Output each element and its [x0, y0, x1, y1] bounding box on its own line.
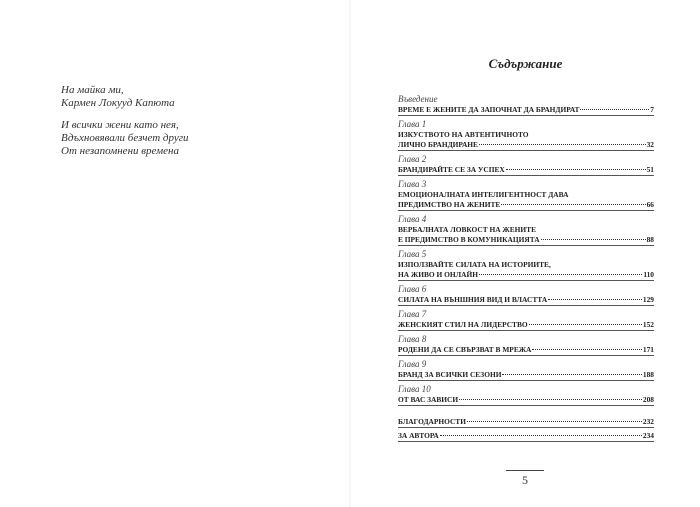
dedication-line: И всички жени като нея, [61, 119, 179, 131]
toc-entry[interactable] [398, 190, 654, 211]
page-gutter [349, 0, 351, 507]
toc-entry-title: ЛИЧНО БРАНДИРАНЕ [398, 140, 478, 149]
toc-entry-title: ЕМОЦИОНАЛНАТА ИНТЕЛИГЕНТНОСТ ДАВА [398, 190, 569, 199]
toc-chapter-label: Глава 6 [398, 284, 427, 294]
toc-entry[interactable] [398, 345, 654, 356]
toc-chapter-label: Глава 8 [398, 334, 427, 344]
dot-leader [501, 204, 645, 205]
toc-entry[interactable] [398, 370, 654, 381]
toc-entry-title: ПРЕДИМСТВО НА ЖЕНИТЕ [398, 200, 501, 209]
page-number-rule [506, 470, 544, 471]
toc-title: Съдържание [488, 56, 563, 71]
toc-chapter-label: Глава 3 [398, 179, 427, 189]
toc-entry-title: ЗА АВТОРА [398, 431, 439, 440]
toc-entry[interactable] [398, 431, 654, 442]
toc-entry[interactable] [398, 165, 654, 176]
dedication-stanza [61, 84, 291, 110]
toc-entry[interactable] [398, 225, 654, 246]
toc-chapter-label: Глава 7 [398, 309, 427, 319]
toc-page-number: 234 [642, 431, 654, 440]
dot-leader [580, 109, 649, 110]
toc-entry[interactable] [398, 320, 654, 331]
toc-page-number: 129 [642, 295, 654, 304]
dot-leader [459, 399, 642, 400]
toc-entry-title: РОДЕНИ ДА СЕ СВЪРЗВАТ В МРЕЖА [398, 345, 532, 354]
dot-leader [467, 421, 642, 422]
toc-page-number: 188 [642, 370, 654, 379]
toc-entry[interactable] [398, 417, 654, 428]
toc-page-number: 51 [646, 165, 654, 174]
toc-page-number: 110 [643, 270, 654, 279]
toc-chapter-label: Глава 1 [398, 119, 427, 129]
toc-entry-title: ИЗПОЛЗВАЙТЕ СИЛАТА НА ИСТОРИИТЕ, [398, 260, 551, 269]
dedication [61, 84, 291, 167]
toc-entry-title: БРАНДИРАЙТЕ СЕ ЗА УСПЕХ [398, 165, 505, 174]
toc-chapter-label: Глава 5 [398, 249, 427, 259]
dot-leader [532, 349, 642, 350]
toc-page-number: 152 [642, 320, 654, 329]
toc-entry[interactable] [398, 130, 654, 151]
toc-entry[interactable] [398, 260, 654, 281]
toc-entry-title: Е ПРЕДИМСТВО В КОМУНИКАЦИЯТА [398, 235, 540, 244]
dot-leader [502, 374, 641, 375]
toc-chapter-label: Глава 2 [398, 154, 427, 164]
dot-leader [479, 144, 646, 145]
toc-page-number: 88 [646, 235, 654, 244]
toc-entry-title: БРАНД ЗА ВСИЧКИ СЕЗОНИ [398, 370, 502, 379]
toc-page-number: 7 [650, 105, 654, 114]
toc-page-number: 32 [646, 140, 654, 149]
dedication-line: От незапомнени времена [61, 145, 180, 157]
dot-leader [548, 299, 642, 300]
toc-entry-title: НА ЖИВО И ОНЛАЙН [398, 270, 478, 279]
toc-chapter-label: Глава 9 [398, 359, 427, 369]
toc-entry[interactable] [398, 105, 654, 116]
dot-leader [529, 324, 642, 325]
dedication-line: Вдъхновявали безчет други [61, 132, 189, 144]
dot-leader [440, 435, 642, 436]
toc-page-number: 232 [642, 417, 654, 426]
dedication-line: На майка ми, [61, 84, 124, 96]
dedication-stanza [61, 119, 291, 158]
toc-page-number: 171 [642, 345, 654, 354]
toc-entry-title: СИЛАТА НА ВЪНШНИЯ ВИД И ВЛАСТТА [398, 295, 548, 304]
toc-entry-title: ОТ ВАС ЗАВИСИ [398, 395, 459, 404]
table-of-contents [398, 94, 654, 445]
toc-entry-title: ВЕРБАЛНАТА ЛОВКОСТ НА ЖЕНИТЕ [398, 225, 537, 234]
toc-page-number: 208 [642, 395, 654, 404]
toc-chapter-label: Глава 10 [398, 384, 431, 394]
page-number: 5 [522, 473, 528, 487]
dot-leader [479, 274, 642, 275]
toc-chapter-label: Въведение [398, 94, 438, 104]
toc-entry-title: ВРЕМЕ Е ЖЕНИТЕ ДА ЗАПОЧНАТ ДА БРАНДИРАТ [398, 105, 580, 114]
toc-entry-title: ЖЕНСКИЯТ СТИЛ НА ЛИДЕРСТВО [398, 320, 528, 329]
toc-page-number: 66 [646, 200, 654, 209]
dot-leader [506, 169, 646, 170]
toc-entry[interactable] [398, 395, 654, 406]
dot-leader [541, 239, 646, 240]
toc-chapter-label: Глава 4 [398, 214, 427, 224]
toc-entry-title: ИЗКУСТВОТО НА АВТЕНТИЧНОТО [398, 130, 529, 139]
dedication-line: Кармен Локууд Капюта [61, 97, 175, 109]
toc-entry[interactable] [398, 295, 654, 306]
toc-entry-title: БЛАГОДАРНОСТИ [398, 417, 466, 426]
